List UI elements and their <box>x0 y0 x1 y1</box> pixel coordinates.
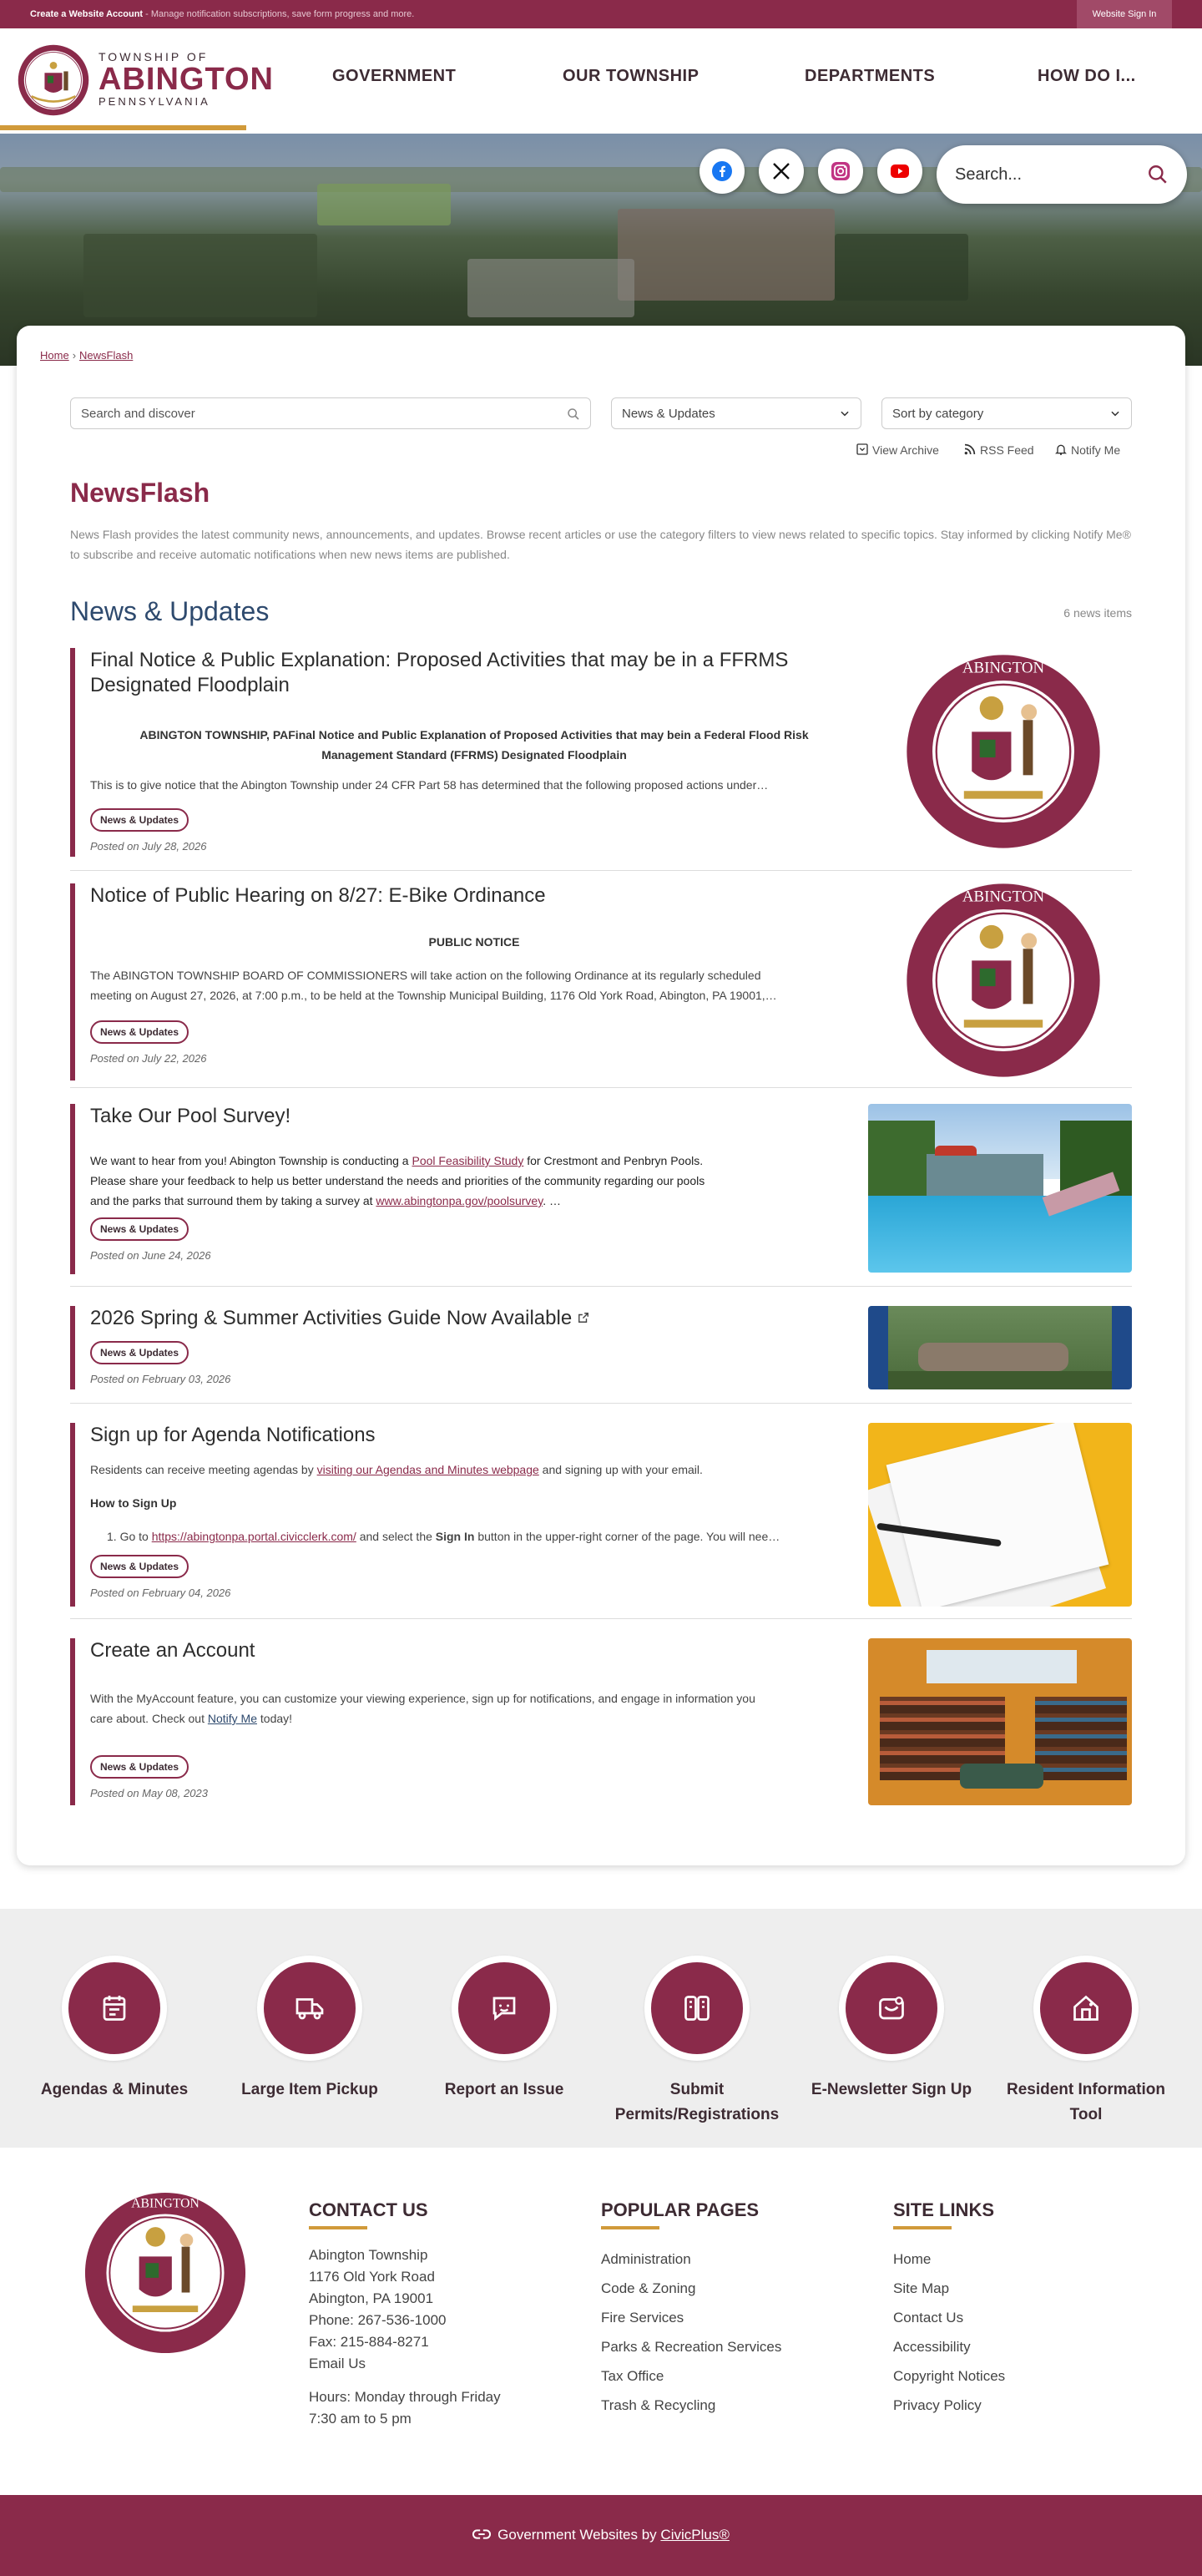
quicklink-label: Resident Information Tool <box>1006 2081 1165 2123</box>
rss-feed-link[interactable] <box>963 443 1034 457</box>
posted-date: Posted on February 03, 2026 <box>90 1373 231 1385</box>
account-promo <box>30 9 414 19</box>
news-item-heading: PUBLIC NOTICE <box>428 935 520 949</box>
quicklink-label: Submit Permits/Registrations <box>614 2081 780 2123</box>
archive-icon <box>856 443 869 456</box>
notify-me-label: Notify Me <box>1071 443 1121 457</box>
civicclerk-link[interactable]: https://abingtonpa.portal.civicclerk.com/ <box>151 1530 356 1543</box>
brand-name: ABINGTON <box>98 62 274 97</box>
how-to-step: 1. Go to https://abingtonpa.portal.civicclerk.com/ and select the Sign In button in the upper-right corner of the page. You will nee… <box>107 1530 780 1543</box>
category-badge[interactable]: News & Updates <box>90 1020 189 1044</box>
nav-departments[interactable]: DEPARTMENTS <box>805 67 936 85</box>
documents-icon <box>682 1993 712 2023</box>
breadcrumb-home[interactable]: Home <box>40 349 69 362</box>
footer-link[interactable]: Contact Us <box>893 2310 964 2325</box>
category-badge[interactable]: News & Updates <box>90 1755 189 1779</box>
contact-line: Abington Township <box>309 2247 428 2263</box>
news-item-title[interactable]: Take Our Pool Survey! <box>90 1105 291 1127</box>
credit-text: Government Websites by CivicPlus® <box>0 2527 1202 2543</box>
chevron-down-icon <box>1109 407 1121 419</box>
category-badge[interactable]: News & Updates <box>90 1341 189 1364</box>
news-item <box>70 1638 1132 1805</box>
envelope-icon <box>876 1993 907 2023</box>
footer-link[interactable]: Accessibility <box>893 2339 971 2355</box>
truck-icon <box>295 1993 325 2023</box>
footer-link[interactable]: Home <box>893 2251 932 2267</box>
news-item <box>70 648 1132 857</box>
news-item-summary: This is to give notice that the Abington Township under 24 CFR Part 58 has determined that the following proposed actions under… <box>90 778 769 792</box>
township-seal-image[interactable] <box>905 882 1102 1079</box>
notify-me-link[interactable] <box>1054 443 1120 457</box>
posted-date: Posted on May 08, 2023 <box>90 1787 208 1799</box>
agendas-minutes-link[interactable]: visiting our Agendas and Minutes webpage <box>316 1463 539 1476</box>
svg-text:ABINGTON: ABINGTON <box>131 2196 199 2211</box>
footer-site-links <box>893 2199 1005 2420</box>
quicklink-report-issue[interactable] <box>408 1956 600 2103</box>
search-icon[interactable] <box>567 407 580 421</box>
posted-date: Posted on February 04, 2026 <box>90 1587 231 1599</box>
pool-photo[interactable] <box>868 1104 1132 1273</box>
category-badge[interactable]: News & Updates <box>90 1555 189 1578</box>
main-content-card <box>17 326 1185 1865</box>
quicklink-enewsletter[interactable] <box>795 1956 987 2103</box>
email-us-link[interactable]: Email Us <box>309 2356 366 2371</box>
page-title: NewsFlash <box>70 478 210 508</box>
divider <box>70 870 1132 871</box>
nav-how-do-i[interactable]: HOW DO I... <box>1038 67 1136 85</box>
x-button[interactable] <box>759 149 804 194</box>
footer-link[interactable]: Parks & Recreation Services <box>601 2339 782 2355</box>
news-search-placeholder: Search and discover <box>81 407 195 421</box>
sort-select[interactable] <box>881 397 1132 429</box>
category-badge[interactable]: News & Updates <box>90 808 189 832</box>
news-item-summary: Residents can receive meeting agendas by visiting our Agendas and Minutes webpage and signing up with your email. <box>90 1463 703 1476</box>
brand-accent-line <box>0 125 246 130</box>
news-item-summary: We want to hear from you! Abington Township is conducting a Pool Feasibility Study for Crestmont and Penbryn Pools. Please share your feedback to help us better understand the needs and priorities of the community regarding our pools and the parks that surround them by taking a survey at www.abingtonpa.gov/poolsurvey. … <box>90 1154 705 1207</box>
facebook-button[interactable] <box>699 149 745 194</box>
agenda-icon <box>99 1993 129 2023</box>
bell-icon <box>1054 443 1068 456</box>
footer-link[interactable]: Site Map <box>893 2280 950 2296</box>
page-description: News Flash provides the latest community news, announcements, and updates. Browse recent articles or use the category filters to view news related to specific topics. Stay informed by clicking Notify Me® to subscribe and receive automatic notifications when new news items are published. <box>70 528 1131 561</box>
search-icon[interactable] <box>1147 164 1169 185</box>
create-account-link[interactable]: Create a Website Account <box>30 9 144 19</box>
footer-site-heading: SITE LINKS <box>893 2199 995 2220</box>
view-archive-label: View Archive <box>872 443 939 457</box>
news-item <box>70 1306 1132 1389</box>
rss-feed-label: RSS Feed <box>980 443 1034 457</box>
footer-link[interactable]: Code & Zoning <box>601 2280 696 2296</box>
contact-line: Phone: 267-536-1000 <box>309 2312 447 2328</box>
posted-date: Posted on June 24, 2026 <box>90 1249 211 1262</box>
quicklink-large-item-pickup[interactable] <box>214 1956 406 2103</box>
footer-link[interactable]: Administration <box>601 2251 691 2267</box>
x-icon <box>771 161 791 181</box>
category-badge[interactable]: News & Updates <box>90 1217 189 1241</box>
notify-me-inline-link[interactable]: Notify Me <box>207 1712 257 1725</box>
site-search-input[interactable] <box>937 145 1187 204</box>
section-title: News & Updates <box>70 596 270 626</box>
chevron-down-icon <box>839 407 851 419</box>
quick-links <box>0 1909 1202 2148</box>
footer-contact <box>309 2199 501 2430</box>
contact-line: Abington, PA 19001 <box>309 2290 434 2306</box>
calendar-photo[interactable] <box>868 1423 1132 1607</box>
township-seal-image[interactable] <box>905 653 1102 850</box>
svg-text:ABINGTON: ABINGTON <box>962 888 1045 906</box>
chat-bubble-icon <box>489 1993 519 2023</box>
divider <box>70 1087 1132 1088</box>
news-item-heading: ABINGTON TOWNSHIP, PAFinal Notice and Public Explanation of Proposed Activities that may bein a Federal Flood Risk Management Standard (FFRMS) Designated Floodplain <box>139 728 809 762</box>
top-bar <box>0 0 1202 28</box>
news-item-summary: With the MyAccount feature, you can customize your viewing experience, sign up for notifications, and engage in information you care about. Check out Notify Me today! <box>90 1692 755 1725</box>
footer-township-seal[interactable] <box>83 2191 247 2355</box>
contact-line: 1176 Old York Road <box>309 2269 435 2285</box>
divider <box>70 1403 1132 1404</box>
divider <box>70 1286 1132 1287</box>
credit-bar <box>0 2495 1202 2576</box>
nav-government[interactable]: GOVERNMENT <box>332 67 457 85</box>
news-search-input[interactable] <box>70 397 591 429</box>
news-item-summary: The ABINGTON TOWNSHIP BOARD OF COMMISSIONERS will take action on the following Ordinance at its regularly scheduled meeting on August 27, 2026, at 7:00 p.m., to be held at the Township Municipal Building, 1176 Old York Road, Abington, PA 19001,… <box>90 969 777 1002</box>
library-photo[interactable] <box>868 1638 1132 1805</box>
footer-link[interactable]: Fire Services <box>601 2310 684 2325</box>
breadcrumb-current[interactable]: NewsFlash <box>79 349 134 362</box>
site-header <box>0 28 1202 134</box>
rss-icon <box>963 443 977 456</box>
instagram-icon <box>831 161 851 181</box>
how-to-heading: How to Sign Up <box>90 1496 177 1510</box>
news-item-title[interactable]: Create an Account <box>90 1639 255 1662</box>
news-item <box>70 1423 1132 1607</box>
news-item <box>70 883 1132 1081</box>
breadcrumb: Home › NewsFlash <box>40 349 134 362</box>
quicklink-label: Report an Issue <box>444 2081 564 2098</box>
footer-link[interactable]: Copyright Notices <box>893 2368 1006 2384</box>
website-sign-in-button[interactable]: Website Sign In <box>1077 0 1172 28</box>
footer-contact-heading: CONTACT US <box>309 2199 428 2220</box>
news-item-title[interactable]: Sign up for Agenda Notifications <box>90 1424 376 1446</box>
youtube-button[interactable] <box>877 149 922 194</box>
civicplus-icon <box>472 2528 491 2540</box>
footer-link[interactable]: Privacy Policy <box>893 2397 982 2413</box>
hours-line: Hours: Monday through Friday <box>309 2389 501 2405</box>
quicklink-submit-permits[interactable] <box>601 1956 793 2128</box>
sort-select-value: Sort by category <box>892 407 984 421</box>
township-seal-logo[interactable] <box>17 43 90 117</box>
svg-text:ABINGTON: ABINGTON <box>962 659 1045 677</box>
activities-guide-photo[interactable] <box>868 1306 1132 1389</box>
divider <box>70 1618 1132 1619</box>
quicklink-label: E-Newsletter Sign Up <box>811 2081 972 2098</box>
pool-study-link[interactable]: Pool Feasibility Study <box>412 1154 524 1167</box>
posted-date: Posted on July 22, 2026 <box>90 1052 207 1065</box>
brand-state: PENNSYLVANIA <box>98 95 210 108</box>
news-item-title[interactable]: 2026 Spring & Summer Activities Guide Now Available <box>90 1306 589 1331</box>
news-count: 6 news items <box>1063 606 1132 620</box>
category-select[interactable] <box>611 397 861 429</box>
quicklink-label: Large Item Pickup <box>241 2081 378 2098</box>
site-search-placeholder: Search... <box>955 165 1023 184</box>
brand-wordmark[interactable] <box>98 50 274 108</box>
footer-popular-heading: POPULAR PAGES <box>601 2199 760 2220</box>
instagram-button[interactable] <box>818 149 863 194</box>
footer-popular-pages <box>601 2199 781 2420</box>
facebook-icon <box>712 161 732 181</box>
site-footer <box>0 2148 1202 2495</box>
category-select-value: News & Updates <box>622 407 715 421</box>
view-archive-link[interactable] <box>856 443 939 457</box>
quicklink-agendas-minutes[interactable] <box>18 1956 210 2103</box>
news-item-title[interactable]: Final Notice & Public Explanation: Proposed Activities that may be in a FFRMS Designated Floodplain <box>90 649 789 696</box>
house-icon <box>1071 1993 1101 2023</box>
posted-date: Posted on July 28, 2026 <box>90 840 207 853</box>
pool-survey-link[interactable]: www.abingtonpa.gov/poolsurvey <box>376 1194 543 1207</box>
external-link-icon <box>578 1312 589 1323</box>
youtube-icon <box>890 161 910 181</box>
civicplus-link[interactable]: CivicPlus® <box>660 2527 730 2543</box>
quicklink-label: Agendas & Minutes <box>40 2081 189 2098</box>
nav-our-township[interactable]: OUR TOWNSHIP <box>563 67 699 85</box>
account-promo-description: - Manage notification subscriptions, save form progress and more. <box>143 9 415 19</box>
contact-line: Fax: 215-884-8271 <box>309 2334 429 2350</box>
footer-link[interactable]: Trash & Recycling <box>601 2397 716 2413</box>
news-item <box>70 1104 1132 1274</box>
brand-top: TOWNSHIP OF <box>98 50 209 63</box>
news-item-title[interactable]: Notice of Public Hearing on 8/27: E-Bike Ordinance <box>90 884 546 907</box>
quicklink-resident-info-tool[interactable] <box>990 1956 1182 2128</box>
hours-line: 7:30 am to 5 pm <box>309 2411 412 2427</box>
footer-link[interactable]: Tax Office <box>601 2368 664 2384</box>
